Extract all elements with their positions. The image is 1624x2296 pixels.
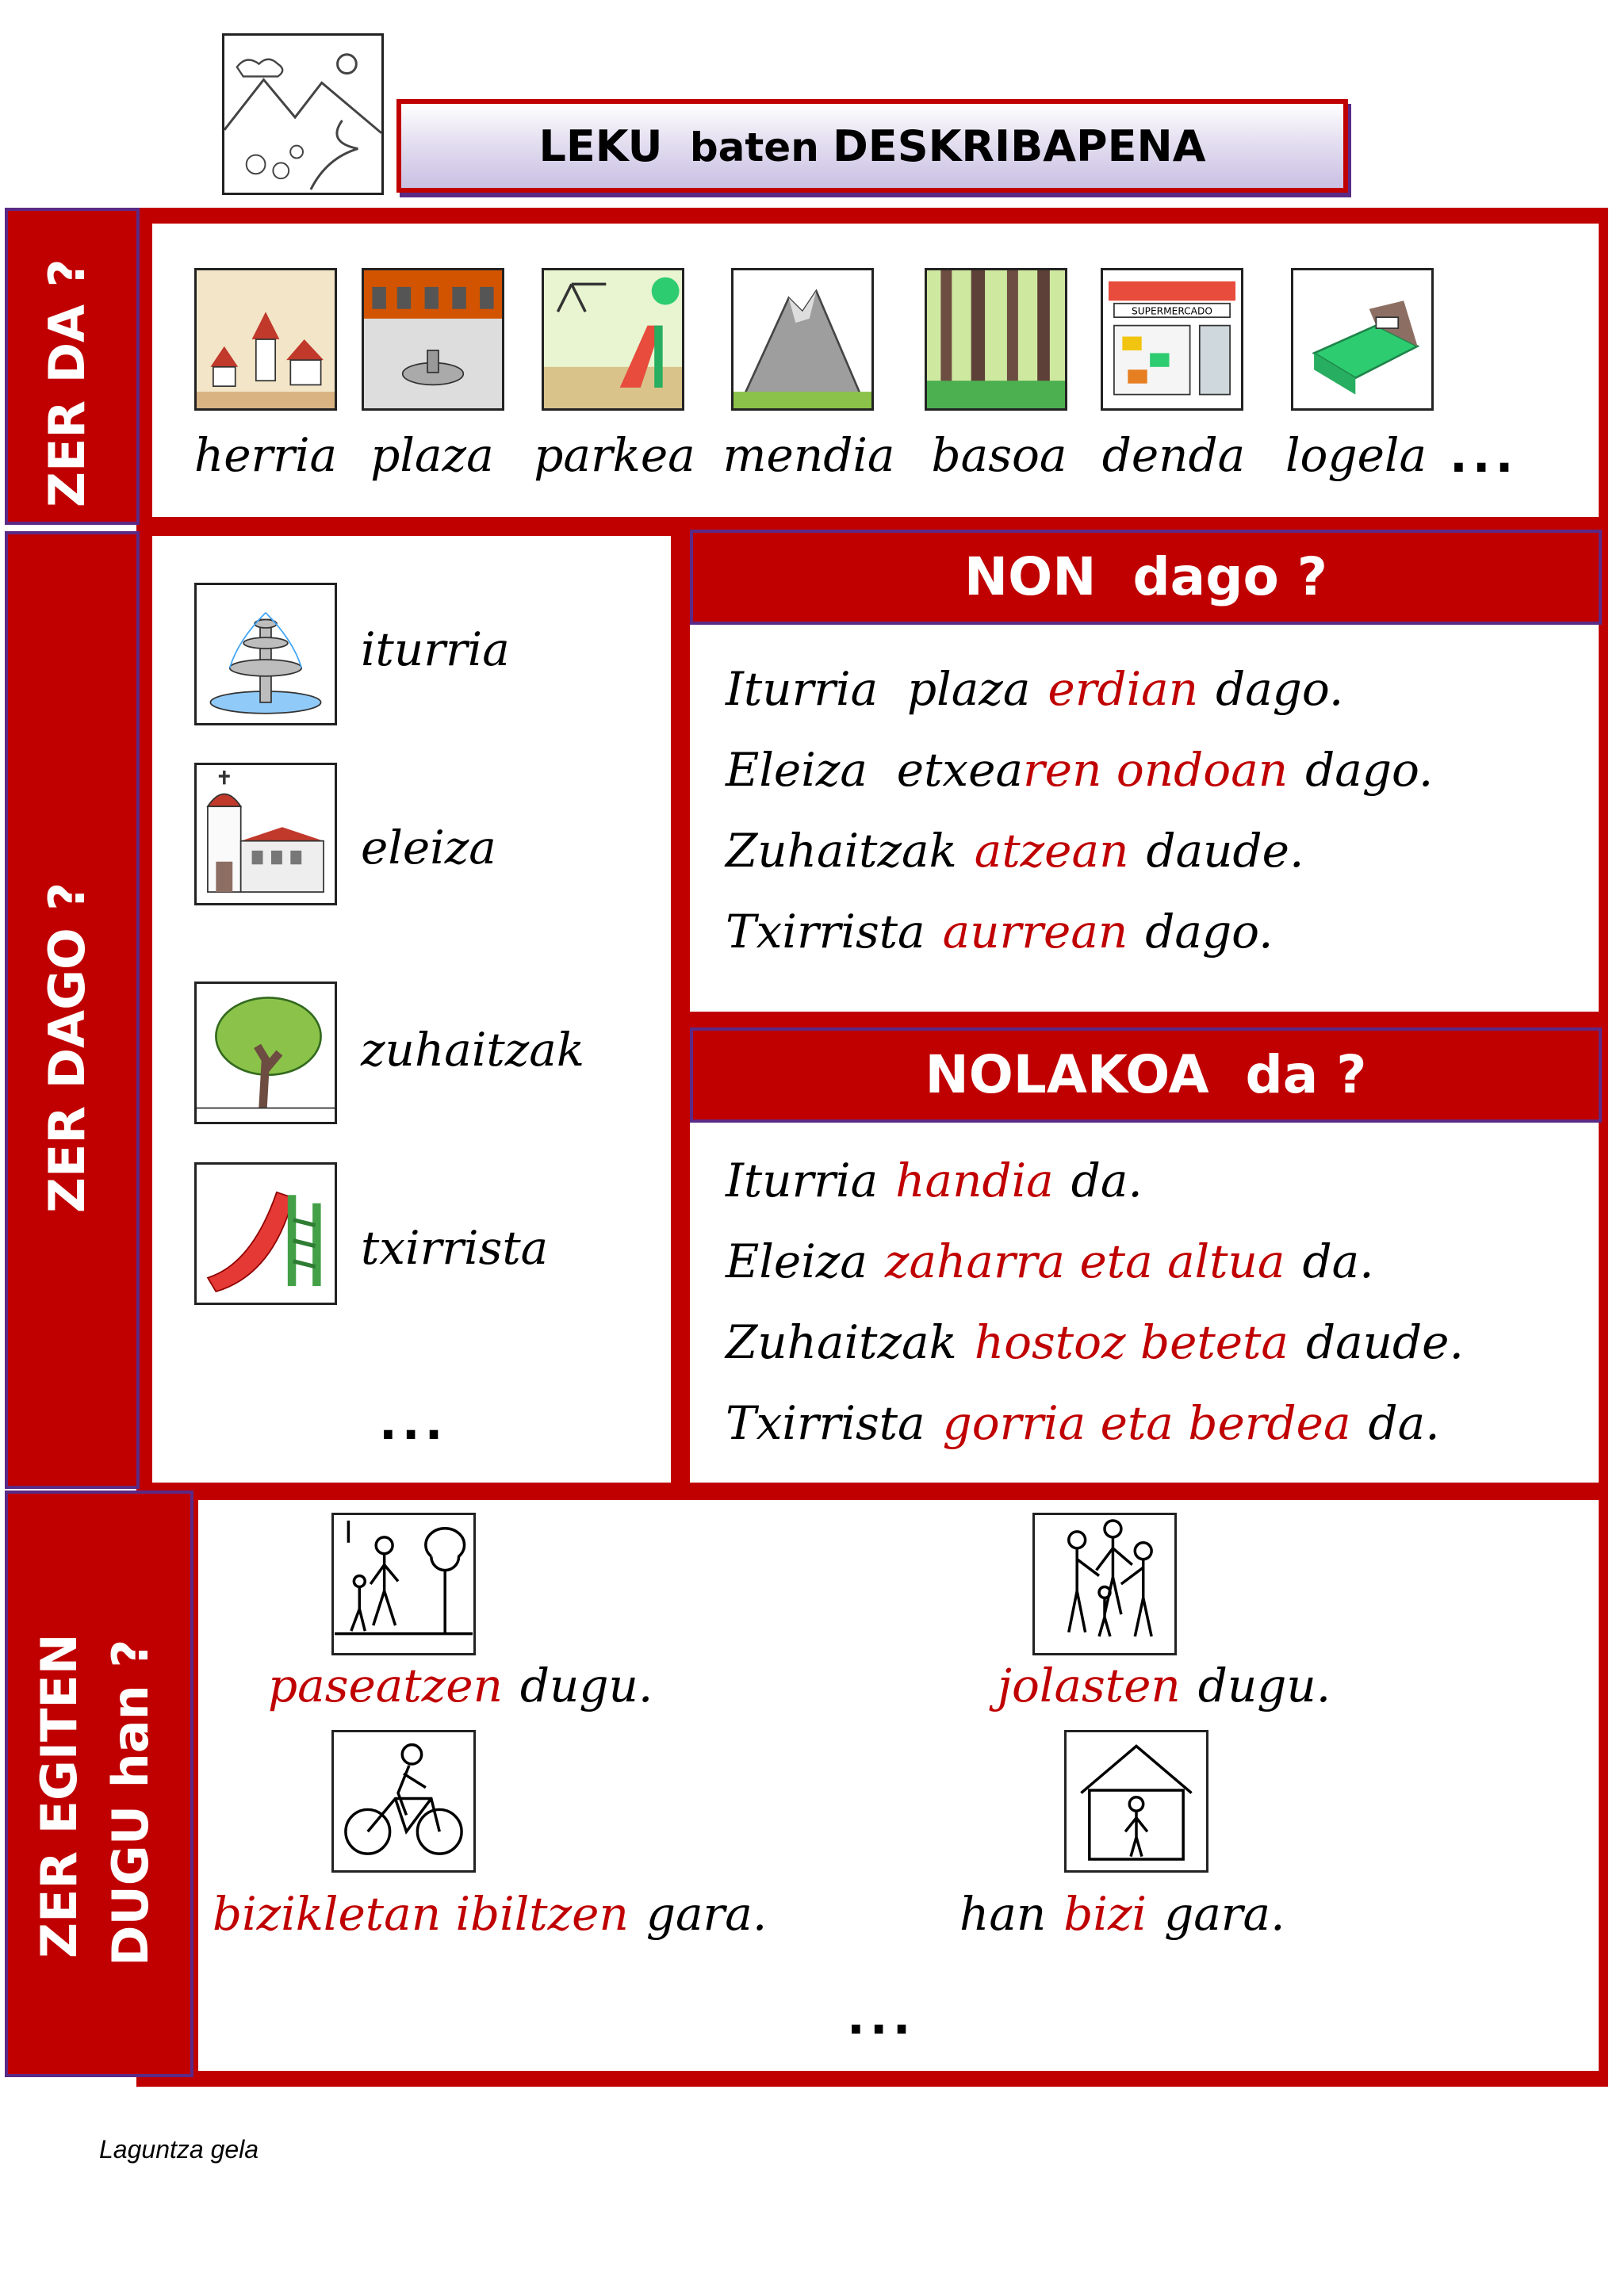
activity-verb: bizikletan ibiltzen bbox=[213, 1887, 629, 1941]
place-label-parkea: parkea bbox=[534, 428, 695, 482]
sentence-part: da. bbox=[1368, 1396, 1440, 1450]
activity-walking-text bbox=[268, 1659, 670, 1712]
walking-icon bbox=[331, 1513, 476, 1655]
sentence-part: Eleiza bbox=[726, 1234, 868, 1288]
items-more: ... bbox=[379, 1395, 448, 1451]
playground-icon bbox=[542, 268, 684, 411]
title-word-leku: LEKU bbox=[538, 121, 663, 171]
sentence-part: daude. bbox=[1146, 824, 1304, 878]
sentence-part: dago. bbox=[1216, 662, 1344, 716]
place-label-mendia: mendia bbox=[722, 428, 895, 482]
label-zer-dago: ZER DAGO ? bbox=[38, 882, 96, 1213]
sentence-highlight: aurrean bbox=[942, 905, 1128, 959]
sentence-highlight: zaharra eta altua bbox=[884, 1234, 1285, 1288]
sentence-part: Iturria bbox=[726, 1154, 879, 1207]
page-title bbox=[401, 121, 1343, 171]
non-dago-sentence bbox=[726, 824, 1321, 878]
sentence-part: Iturria plaza bbox=[726, 662, 1031, 716]
sentence-part: da. bbox=[1302, 1234, 1374, 1288]
place-label-logela: logela bbox=[1285, 428, 1427, 482]
town-square-icon bbox=[362, 268, 504, 411]
sentence-part: Eleiza etxea bbox=[726, 743, 1024, 797]
sentence-part: Txirrista bbox=[726, 1396, 925, 1450]
fountain-icon bbox=[194, 583, 337, 725]
nolakoa-sentence bbox=[726, 1396, 1457, 1450]
sentence-highlight: ren ondoan bbox=[1023, 743, 1289, 797]
non-dago-sentence bbox=[726, 743, 1450, 797]
sentence-highlight: atzean bbox=[974, 824, 1129, 878]
label-zer-da: ZER DA ? bbox=[38, 258, 96, 507]
sentence-highlight: gorria eta berdea bbox=[942, 1396, 1351, 1450]
sentence-highlight: erdian bbox=[1048, 662, 1199, 716]
place-label-plaza: plaza bbox=[370, 428, 494, 482]
header-title-box bbox=[396, 99, 1348, 193]
place-label-basoa: basoa bbox=[931, 428, 1067, 482]
nolakoa-sentence bbox=[726, 1154, 1160, 1207]
supermarket-sign: SUPERMERCADO bbox=[1132, 305, 1212, 317]
label-dugu-han: DUGU han ? bbox=[102, 1639, 159, 1966]
nolakoa-title-bar bbox=[690, 1027, 1602, 1123]
place-label-denda: denda bbox=[1101, 428, 1246, 482]
sentence-part: Txirrista bbox=[726, 905, 925, 959]
house-person-icon bbox=[1064, 1730, 1208, 1873]
sentence-highlight: handia bbox=[895, 1154, 1054, 1207]
activity-living-text bbox=[959, 1887, 1303, 1941]
activity-verb: paseatzen bbox=[268, 1659, 503, 1712]
bed-icon bbox=[1291, 268, 1434, 411]
sentence-part: daude. bbox=[1305, 1315, 1464, 1369]
activity-pre: han bbox=[959, 1887, 1047, 1941]
footer-credit: Laguntza gela bbox=[99, 2135, 259, 2164]
slide-icon bbox=[194, 1162, 337, 1305]
item-label-iturria: iturria bbox=[361, 622, 510, 676]
forest-icon bbox=[925, 268, 1067, 411]
activity-verb: bizi bbox=[1063, 1887, 1147, 1941]
sentence-part: dago. bbox=[1305, 743, 1434, 797]
village-icon bbox=[194, 268, 337, 411]
activity-aux: dugu. bbox=[519, 1659, 653, 1712]
landscape-icon bbox=[222, 33, 384, 195]
activities-more: ... bbox=[847, 1990, 916, 2045]
activity-aux: gara. bbox=[1164, 1887, 1285, 1941]
cycling-icon bbox=[331, 1730, 476, 1873]
church-icon bbox=[194, 763, 337, 905]
item-label-eleiza: eleiza bbox=[361, 821, 496, 874]
item-label-zuhaitzak: zuhaitzak bbox=[361, 1023, 584, 1077]
activity-aux: dugu. bbox=[1197, 1659, 1331, 1712]
item-label-txirrista: txirrista bbox=[361, 1221, 549, 1275]
activity-aux: gara. bbox=[645, 1887, 768, 1941]
non-dago-sentence bbox=[726, 905, 1290, 959]
sentence-part: da. bbox=[1071, 1154, 1143, 1207]
places-more: ... bbox=[1450, 428, 1519, 484]
nolakoa-sentence bbox=[726, 1315, 1481, 1369]
nolakoa-sentence bbox=[726, 1234, 1392, 1288]
place-label-herria: herria bbox=[193, 428, 338, 482]
sentence-part: Zuhaitzak bbox=[726, 824, 957, 878]
activity-cycling-text bbox=[213, 1887, 784, 1941]
sentence-highlight: hostoz beteta bbox=[974, 1315, 1289, 1369]
tree-icon bbox=[194, 982, 337, 1124]
non-dago-sentence bbox=[726, 662, 1361, 716]
title-word-deskribapena: DESKRIBAPENA bbox=[832, 121, 1206, 171]
mountain-icon bbox=[731, 268, 874, 411]
activity-playing-text bbox=[998, 1659, 1348, 1712]
non-dago-title-bar bbox=[690, 530, 1602, 625]
nolakoa-title: NOLAKOA da ? bbox=[925, 1044, 1367, 1105]
sentence-part: dago. bbox=[1145, 905, 1274, 959]
playing-icon bbox=[1032, 1513, 1177, 1655]
activity-verb: jolasten bbox=[998, 1659, 1181, 1712]
title-word-baten: baten bbox=[689, 124, 819, 170]
sentence-part: Zuhaitzak bbox=[726, 1315, 957, 1369]
supermarket-icon bbox=[1101, 268, 1243, 411]
non-dago-title: NON dago ? bbox=[963, 546, 1328, 607]
label-zer-egiten: ZER EGITEN bbox=[30, 1633, 88, 1958]
